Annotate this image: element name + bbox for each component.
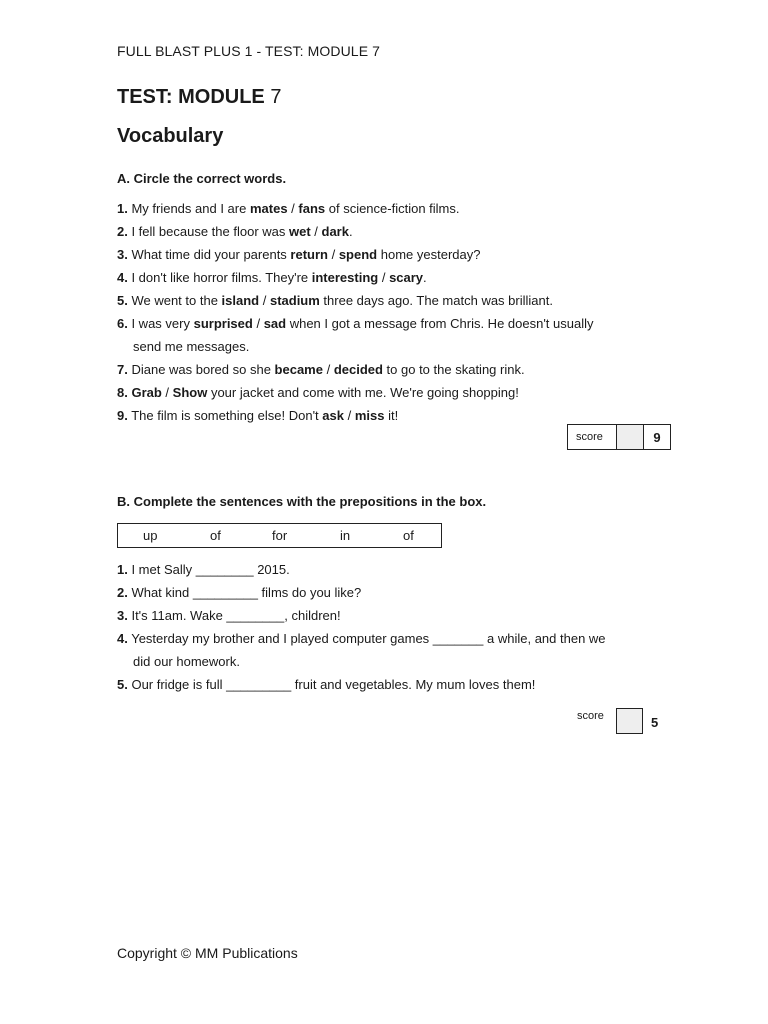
item-text: The film is something else! Don't <box>127 408 323 423</box>
score-label: score <box>568 425 617 449</box>
word-box-item: for <box>272 528 288 543</box>
item-text: of science-fiction films. <box>325 201 460 216</box>
list-item <box>117 558 677 581</box>
item-text: three days ago. The match was brilliant. <box>319 293 553 308</box>
part-b-instruction: B. Complete the sentences with the prepositions in the box. <box>117 494 487 509</box>
option-separator: / <box>161 385 173 400</box>
item-number: 1. <box>117 562 128 577</box>
copyright-footer: Copyright © MM Publications <box>117 945 298 961</box>
title-number: 7 <box>270 86 282 108</box>
word-option[interactable]: ask <box>322 408 344 423</box>
word-box-item: of <box>403 528 414 543</box>
word-box <box>117 523 442 548</box>
word-option[interactable]: miss <box>354 408 385 423</box>
list-item <box>117 289 677 312</box>
part-b-list <box>117 558 677 696</box>
item-number: 7. <box>117 362 128 377</box>
item-text: Our fridge is full _________ fruit and vegetables. My mum loves them! <box>127 677 536 692</box>
item-number: 1. <box>117 201 128 216</box>
score-input[interactable] <box>617 425 644 449</box>
option-separator: / <box>322 362 334 377</box>
item-number: 8. <box>117 385 128 400</box>
option-separator: / <box>310 224 322 239</box>
word-option[interactable]: spend <box>338 247 378 262</box>
word-option[interactable]: dark <box>321 224 349 239</box>
item-number: 3. <box>117 608 128 623</box>
score-box-a <box>567 424 671 450</box>
score-label: score <box>577 710 604 722</box>
list-item <box>117 243 677 266</box>
word-option[interactable]: fans <box>298 201 326 216</box>
list-item <box>117 312 677 335</box>
word-option[interactable]: return <box>290 247 328 262</box>
option-separator: / <box>378 270 390 285</box>
item-text: to go to the skating rink. <box>382 362 525 377</box>
word-option[interactable]: sad <box>263 316 287 331</box>
word-option[interactable]: surprised <box>193 316 253 331</box>
item-text: home yesterday? <box>377 247 481 262</box>
item-text: Diane was bored so she <box>127 362 275 377</box>
score-max: 5 <box>651 715 659 730</box>
list-item <box>117 673 677 696</box>
item-text: your jacket and come with me. We're going shopping! <box>207 385 519 400</box>
word-option[interactable]: stadium <box>269 293 320 308</box>
item-text: Yesterday my brother and I played computer games _______ a while, and then we <box>127 631 606 646</box>
item-number: 5. <box>117 677 128 692</box>
item-number: 4. <box>117 631 128 646</box>
word-option[interactable]: Show <box>172 385 208 400</box>
item-text: . <box>423 270 427 285</box>
item-text: . <box>348 224 353 239</box>
item-number: 2. <box>117 585 128 600</box>
section-title: Vocabulary <box>117 125 224 147</box>
item-text: it! <box>384 408 399 423</box>
item-text: My friends and I are <box>127 201 250 216</box>
list-item <box>117 627 677 650</box>
title-text: TEST: MODULE <box>117 86 265 108</box>
item-text: It's 11am. Wake ________, children! <box>127 608 341 623</box>
list-item <box>117 197 677 220</box>
list-item-continuation: send me messages. <box>133 339 250 354</box>
word-option[interactable]: island <box>221 293 260 308</box>
page-header: FULL BLAST PLUS 1 - TEST: MODULE 7 <box>117 43 381 59</box>
page-title <box>117 86 281 109</box>
item-number: 6. <box>117 316 128 331</box>
list-item <box>117 358 677 381</box>
word-box-item: of <box>210 528 221 543</box>
item-text: I don't like horror films. They're <box>127 270 312 285</box>
item-text: I met Sally ________ 2015. <box>127 562 290 577</box>
score-max: 9 <box>653 429 661 445</box>
option-separator: / <box>259 293 270 308</box>
item-text: when I got a message from Chris. He doesn't usually <box>286 316 594 331</box>
list-item <box>117 266 677 289</box>
item-text: What time did your parents <box>127 247 291 262</box>
part-a-instruction: A. Circle the correct words. <box>117 171 287 186</box>
item-number: 9. <box>117 408 128 423</box>
list-item-continuation: did our homework. <box>133 654 240 669</box>
item-text: We went to the <box>127 293 222 308</box>
word-option[interactable]: Grab <box>131 385 162 400</box>
list-item <box>117 581 677 604</box>
word-box-item: in <box>340 528 351 543</box>
item-text: I fell because the floor was <box>127 224 289 239</box>
option-separator: / <box>287 201 299 216</box>
word-option[interactable]: interesting <box>311 270 379 285</box>
option-separator: / <box>327 247 339 262</box>
word-box-item: up <box>143 528 158 543</box>
item-text: I was very <box>127 316 194 331</box>
word-option[interactable]: scary <box>389 270 424 285</box>
item-number: 3. <box>117 247 128 262</box>
option-separator: / <box>343 408 355 423</box>
part-a-list <box>117 197 677 427</box>
word-option[interactable]: decided <box>333 362 383 377</box>
item-number: 4. <box>117 270 128 285</box>
list-item <box>117 381 677 404</box>
word-option[interactable]: mates <box>249 201 288 216</box>
item-number: 2. <box>117 224 128 239</box>
word-option[interactable]: became <box>274 362 323 377</box>
word-option[interactable]: wet <box>289 224 311 239</box>
option-separator: / <box>252 316 264 331</box>
item-number: 5. <box>117 293 128 308</box>
item-text: What kind _________ films do you like? <box>127 585 362 600</box>
score-input[interactable] <box>616 708 643 734</box>
list-item <box>117 604 677 627</box>
list-item <box>117 220 677 243</box>
